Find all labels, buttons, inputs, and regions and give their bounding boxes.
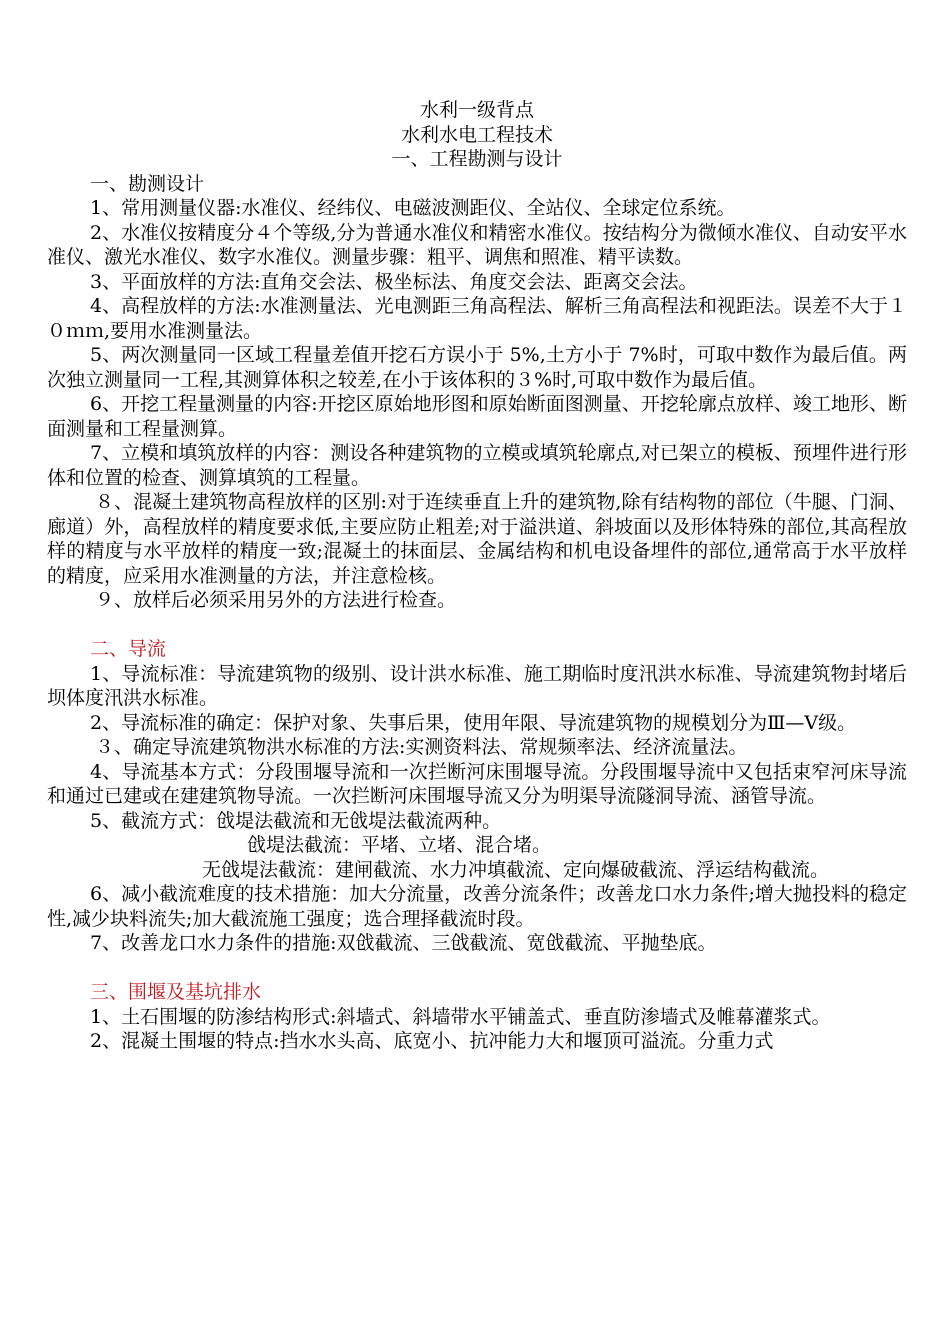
paragraph: 无戗堤法截流：建闸截流、水力冲填截流、定向爆破截流、浮运结构截流。 [202, 858, 830, 881]
paragraph: 7、改善龙口水力条件的措施:双戗截流、三戗截流、宽戗截流、平抛垫底。 [90, 932, 717, 954]
doc-subtitle: 水利水电工程技术 [400, 123, 553, 146]
paragraph: 2、水准仪按精度分４个等级,分为普通水准仪和精密水准仪。按结构分为微倾水准仪、自动安平水准仪、激光水准仪、数字水准仪。测量步骤：粗平、调焦和照准、精平读数。 [47, 221, 907, 268]
paragraph: ３、确定导流建筑物洪水标准的方法:实测资料法、常规频率法、经济流量法。 [95, 736, 748, 758]
paragraph: 1、土石围堰的防渗结构形式:斜墙式、斜墙带水平铺盖式、垂直防渗墙式及帷幕灌浆式。 [90, 1005, 831, 1028]
paragraph: ８、混凝土建筑物高程放样的区别:对于连续垂直上升的建筑物,除有结构物的部位（牛腿、门洞、廊道）外，高程放样的精度要求低,主要应防止粗差;对于溢洪道、斜坡面以及形体特殊的部位,其高程放样的精度与水平放样的精度一致;混凝土的抹面层、金属结构和机电设备埋件的部位,通常高于水平放样的精度，应采用水准测量的方法，并注意检核。 [47, 491, 907, 587]
paragraph: 5、两次测量同一区域工程量差值开挖石方误小于 5%,土方小于 7%时，可取中数作为最后值。两次独立测量同一工程,其测算体积之较差,在小于该体积的３%时,可取中数作为最后值。 [47, 344, 907, 391]
paragraph: 5、截流方式：戗堤法截流和无戗堤法截流两种。 [90, 809, 502, 832]
paragraph: 戗堤法截流：平堵、立堵、混合堵。 [247, 834, 552, 856]
section-heading-diversion: 二、导流 [90, 638, 167, 660]
blank-line [47, 956, 907, 981]
blank-line [47, 613, 907, 638]
paragraph: 3、平面放样的方法:直角交会法、极坐标法、角度交会法、距离交会法。 [90, 270, 698, 293]
paragraph: 1、导流标准：导流建筑物的级别、设计洪水标准、施工期临时度汛洪水标准、导流建筑物封堵后坝体度汛洪水标准。 [47, 662, 907, 709]
paragraph: 1、常用测量仪器:水准仪、经纬仪、电磁波测距仪、全站仪、全球定位系统。 [90, 197, 736, 219]
section-heading-survey: 一、勘测设计 [90, 172, 205, 195]
paragraph: 2、导流标准的确定：保护对象、失事后果，使用年限、导流建筑物的规模划分为Ⅲ—Ⅴ级。 [90, 711, 857, 734]
section-heading-cofferdam: 三、围堰及基坑排水 [90, 981, 262, 1003]
paragraph: 2、混凝土围堰的特点:挡水水头高、底宽小、抗冲能力大和堰顶可溢流。分重力式 [90, 1030, 774, 1052]
paragraph: 6、减小截流难度的技术措施：加大分流量，改善分流条件；改善龙口水力条件;增大抛投料的稳定性,减少块料流失;加大截流施工强度；选合理择截流时段。 [47, 883, 907, 930]
document-page [47, 98, 907, 1054]
paragraph: 6、开挖工程量测量的内容:开挖区原始地形图和原始断面图测量、开挖轮廓点放样、竣工地形、断面测量和工程量测算。 [47, 393, 907, 440]
paragraph: ９、放样后必须采用另外的方法进行检查。 [95, 589, 457, 611]
paragraph: 4、高程放样的方法:水准测量法、光电测距三角高程法、解析三角高程法和视距法。误差不大于１０ｍｍ,要用水准测量法。 [47, 295, 907, 342]
paragraph: 4、导流基本方式：分段围堰导流和一次拦断河床围堰导流。分段围堰导流中又包括束窄河床导流和通过已建或在建建筑物导流。一次拦断河床围堰导流又分为明渠导流隧洞导流、涵管导流。 [47, 760, 907, 807]
chapter-title: 一、工程勘测与设计 [391, 148, 563, 170]
doc-title: 水利一级背点 [419, 99, 534, 121]
paragraph: 7、立模和填筑放样的内容：测设各种建筑物的立模或填筑轮廓点,对已架立的模板、预埋件进行形体和位置的检查、测算填筑的工程量。 [47, 442, 907, 489]
